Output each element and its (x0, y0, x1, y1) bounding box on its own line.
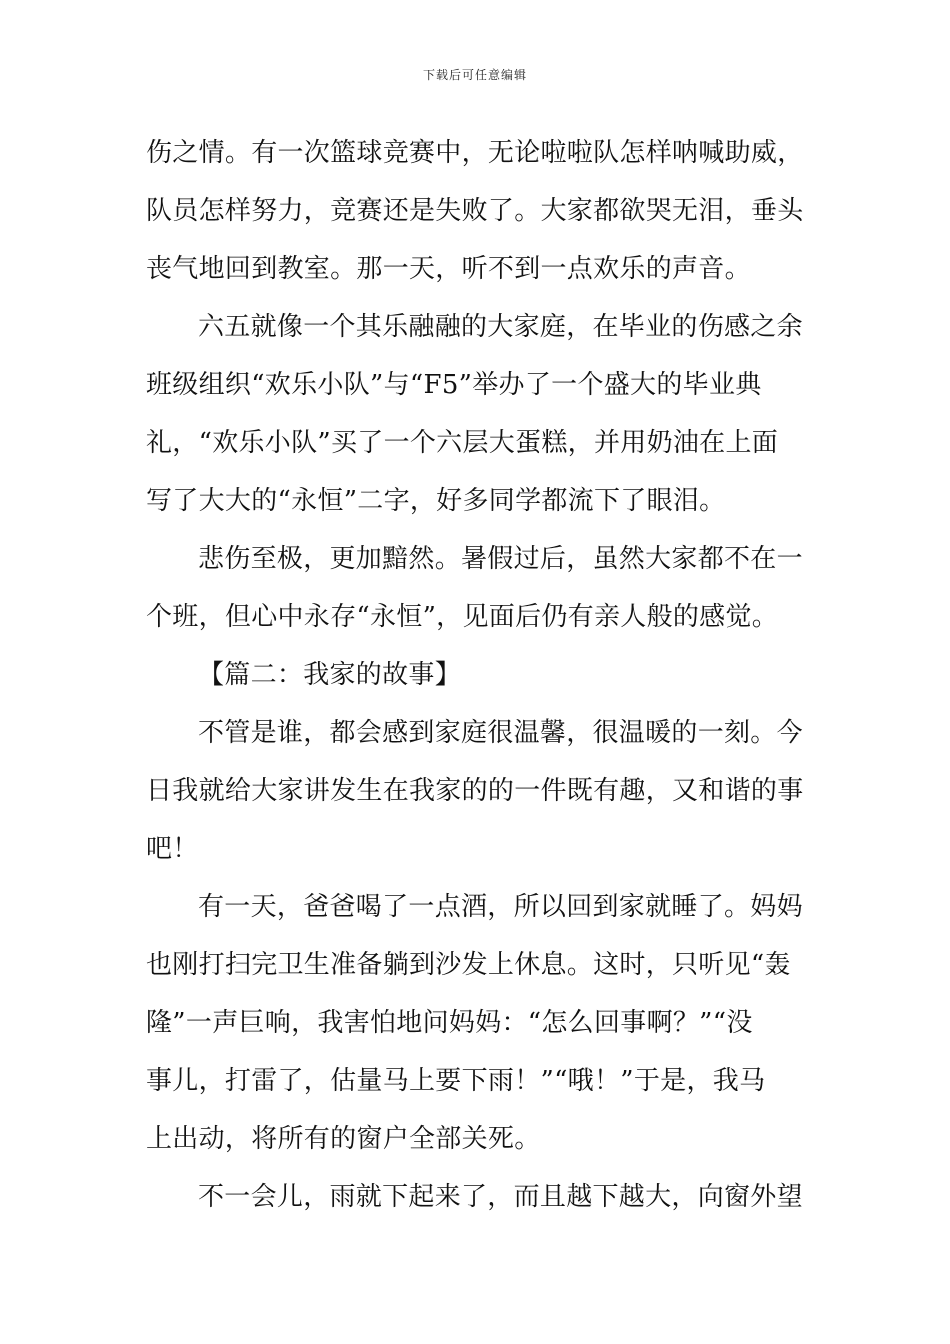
text-line: 个班，但心中永存“永恒”，见面后仍有亲人般的感觉。 (146, 602, 779, 632)
text-line: 事儿，打雷了，估量马上要下雨！”“哦！”于是，我马 (146, 1066, 766, 1096)
text-line: 写了大大的“永恒”二字，好多同学都流下了眼泪。 (146, 486, 726, 516)
text-line: 丧气地回到教室。那一天，听不到一点欢乐的声音。 (146, 254, 751, 284)
paragraph-start-line: 六五就像一个其乐融融的大家庭，在毕业的伤感之余 (198, 312, 803, 342)
text-line: 也刚打扫完卫生准备躺到沙发上休息。这时，只听见“轰 (146, 950, 791, 980)
paragraph-start-line: 不一会儿，雨就下起来了，而且越下越大，向窗外望 (198, 1182, 803, 1212)
page-header: 下载后可任意编辑 (422, 68, 527, 82)
text-line: 队员怎样努力，竞赛还是失败了。大家都欲哭无泪，垂头 (146, 196, 804, 226)
text-line: 礼，“欢乐小队”买了一个六层大蛋糕，并用奶油在上面 (146, 428, 779, 458)
text-line: 日我就给大家讲发生在我家的的一件既有趣，又和谐的事 (146, 776, 804, 806)
text-line: 上出动，将所有的窗户全部关死。 (146, 1124, 541, 1154)
paragraph-start-line: 有一天，爸爸喝了一点酒，所以回到家就睡了。妈妈 (198, 892, 803, 922)
text-line: 伤之情。有一次篮球竞赛中，无论啦啦队怎样呐喊助威， (146, 138, 804, 168)
paragraph-start-line: 悲伤至极，更加黯然。暑假过后，虽然大家都不在一 (198, 544, 803, 574)
text-line: 吧！ (146, 834, 199, 864)
section-heading: 【篇二：我家的故事】 (198, 660, 462, 690)
text-line: 隆”一声巨响，我害怕地问妈妈：“怎么回事啊？”“没 (146, 1008, 753, 1038)
paragraph-start-line: 不管是谁，都会感到家庭很温馨，很温暖的一刻。今 (198, 718, 803, 748)
text-line: 班级组织“欢乐小队”与“F5”举办了一个盛大的毕业典 (146, 370, 762, 400)
document-body (146, 124, 806, 1226)
